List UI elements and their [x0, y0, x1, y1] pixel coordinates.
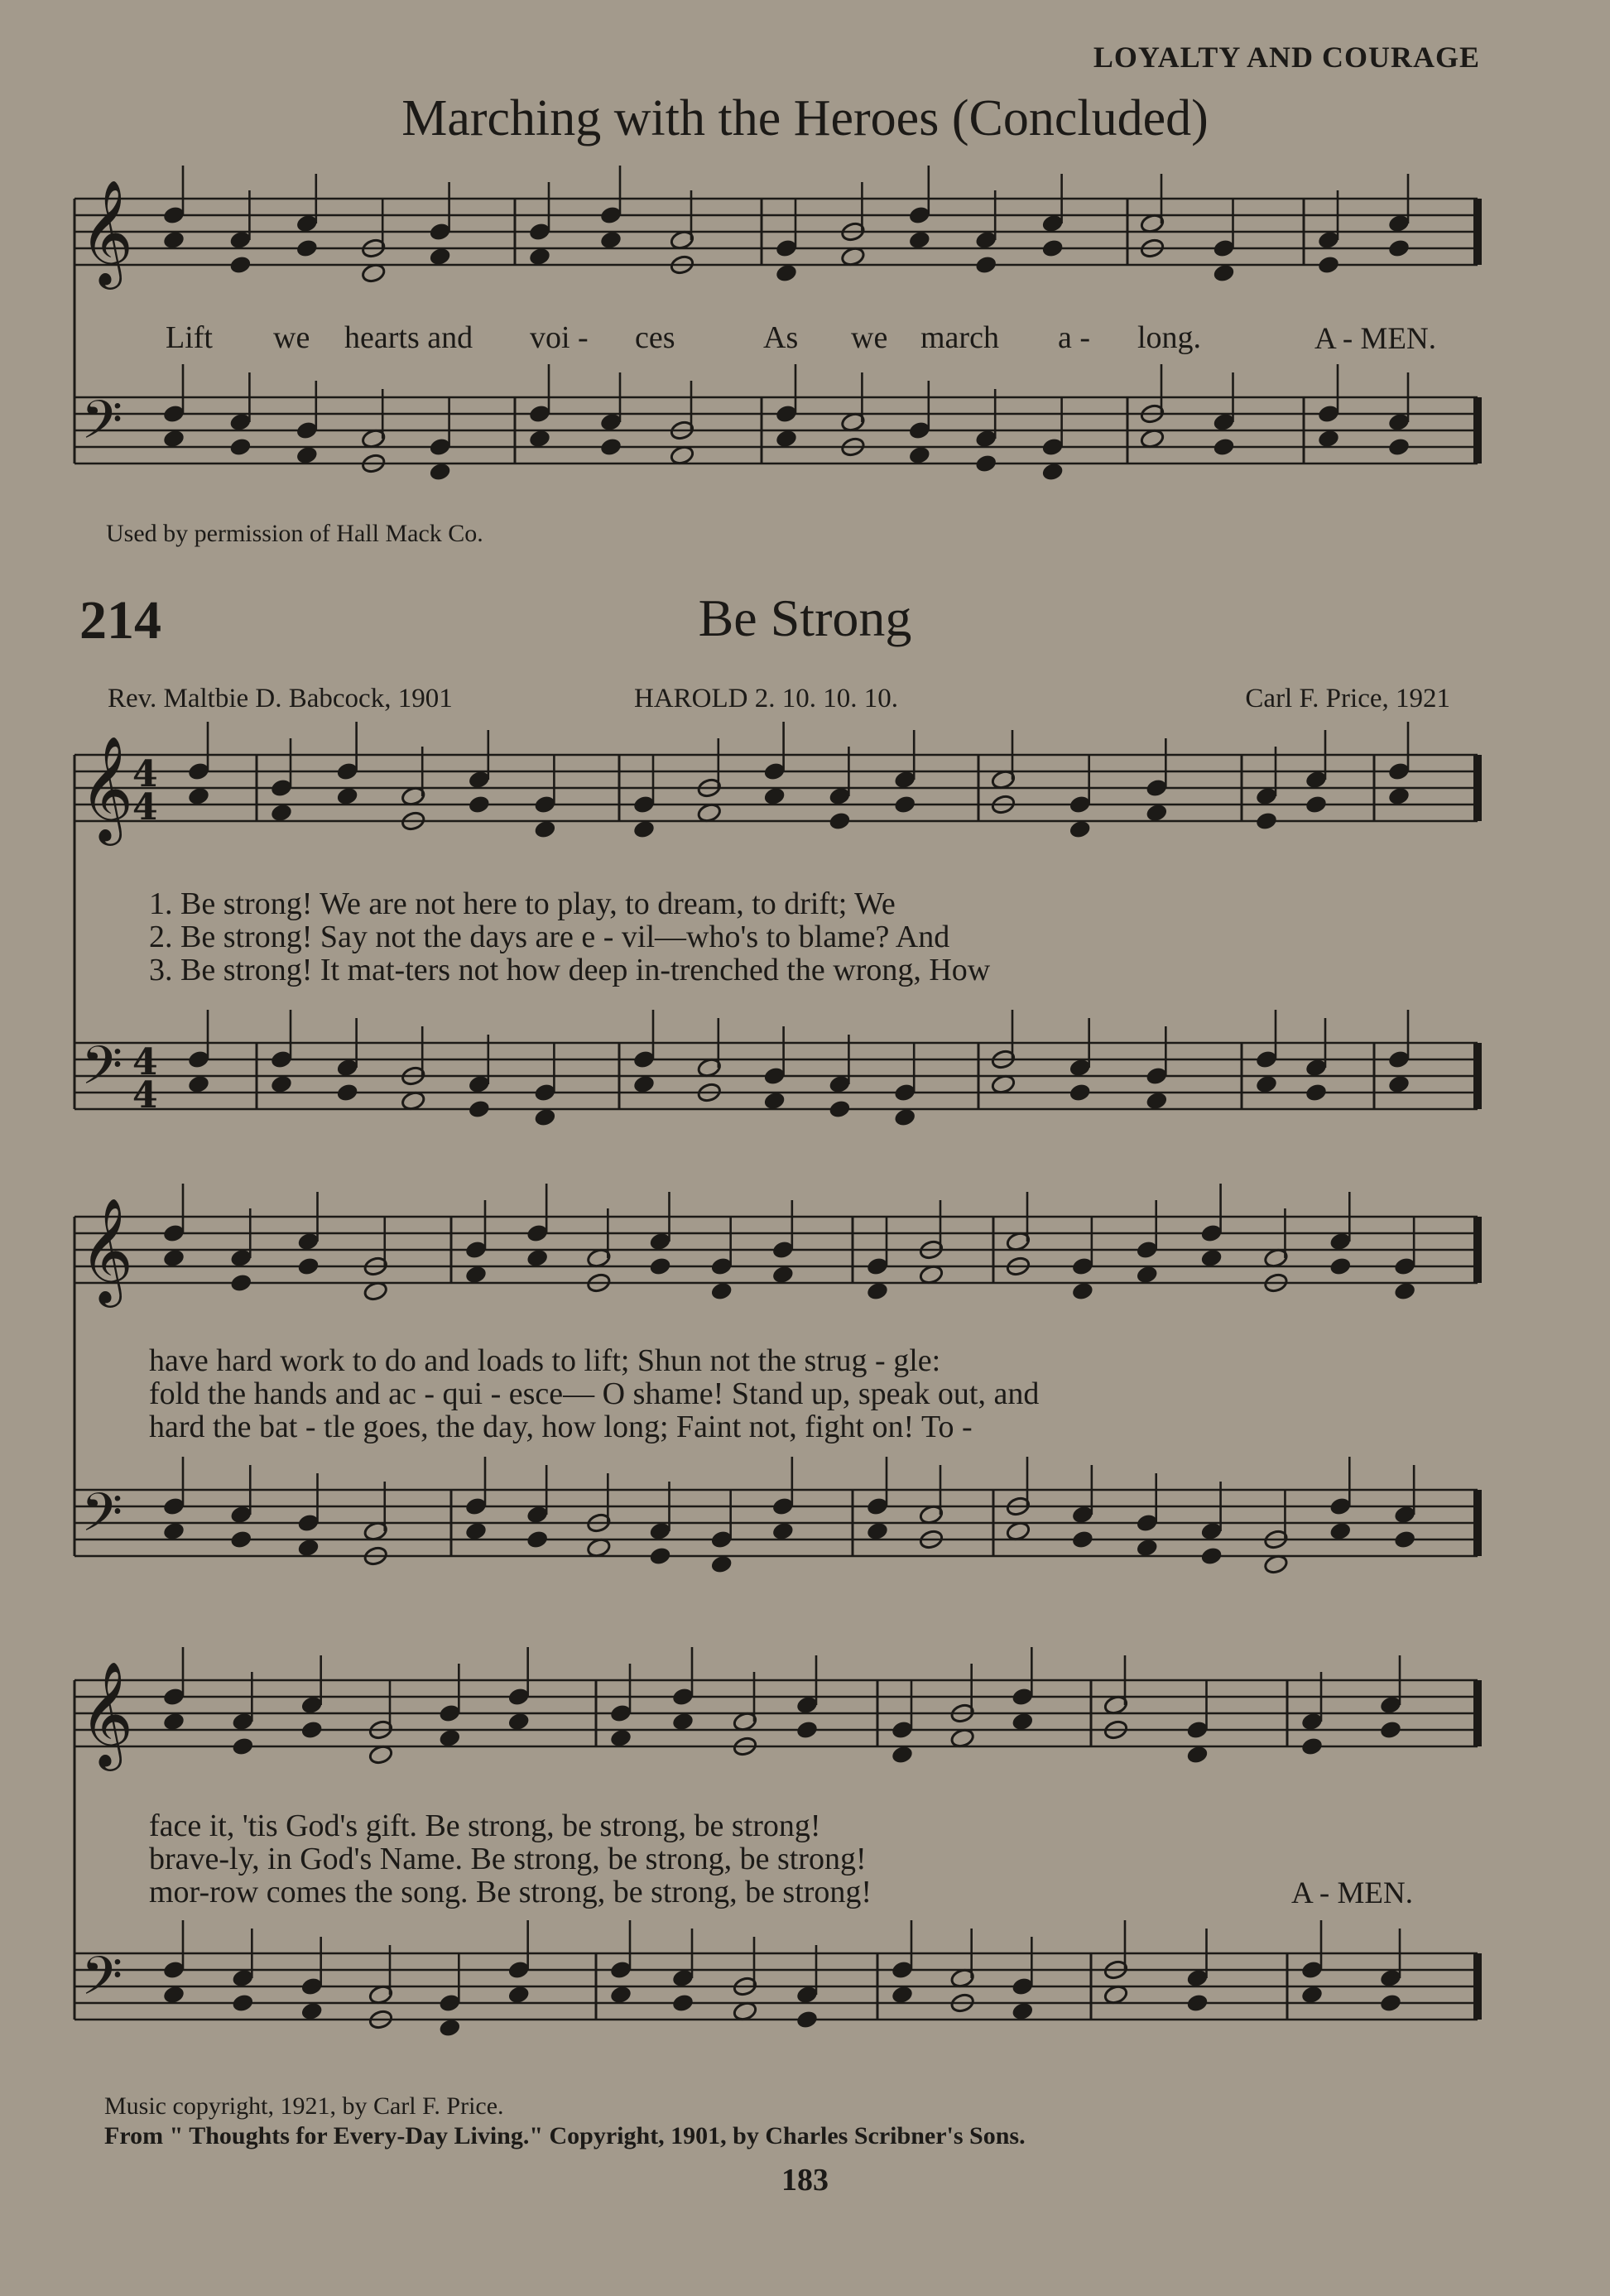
note-head	[428, 461, 452, 482]
verse-1-line-1: 1. Be strong! We are not here to play, to dream, to drift; We	[149, 886, 896, 921]
note-head	[1329, 1256, 1353, 1276]
note-head	[507, 1711, 531, 1732]
note-head	[671, 1711, 695, 1732]
note-head	[467, 794, 491, 814]
note-head	[438, 2017, 462, 2038]
note-head	[296, 1537, 320, 1558]
verse-2-line-1: 2. Be strong! Say not the days are e - vil—who's to blame? And	[149, 920, 950, 954]
treble-clef: 𝄞	[79, 735, 134, 841]
note-head	[1300, 1736, 1324, 1756]
note-head	[1071, 1529, 1095, 1549]
note-head	[428, 246, 452, 267]
note-head	[1011, 2001, 1035, 2021]
verse-2-line-2: fold the hands and ac - qui - esce— O shame! Stand up, speak out, and	[149, 1376, 1040, 1411]
note-head	[762, 1090, 786, 1111]
note-head	[335, 785, 359, 806]
lyric-word: long.	[1137, 320, 1202, 355]
note-head	[162, 1984, 186, 2005]
note-head	[648, 1545, 672, 1566]
note-head	[1329, 1520, 1353, 1541]
note-head	[828, 1098, 852, 1119]
note-head	[1135, 1264, 1159, 1285]
note-head	[1387, 785, 1411, 806]
note-head	[1135, 1537, 1159, 1558]
note-head	[467, 1098, 491, 1119]
note-head	[187, 1074, 211, 1094]
note-head	[229, 1529, 253, 1549]
note-head	[228, 436, 252, 457]
note-head	[1317, 254, 1341, 275]
lyric-word: we	[851, 320, 888, 355]
note-head	[229, 1272, 253, 1293]
note-head	[162, 1711, 186, 1732]
note-head	[533, 1107, 557, 1127]
note-head	[296, 1256, 320, 1276]
note-head	[1145, 1090, 1169, 1111]
verse-2-line-3: brave-ly, in God's Name. Be strong, be strong, be strong!	[149, 1842, 867, 1876]
note-head	[632, 819, 656, 839]
time-signature: 4	[132, 786, 158, 829]
note-head	[1393, 1529, 1417, 1549]
system-3-treble	[74, 1680, 1478, 1746]
note-head	[1317, 428, 1341, 449]
note-head	[893, 1107, 917, 1127]
lyric-word: we	[273, 320, 310, 355]
hymn-tune: HAROLD 2. 10. 10. 10.	[634, 684, 898, 713]
continued-system-bass	[74, 397, 1478, 464]
note-head	[648, 1256, 672, 1276]
note-head	[1185, 1992, 1209, 2013]
note-head	[1255, 810, 1279, 831]
hymn-title: Be Strong	[698, 588, 912, 647]
note-head	[533, 819, 557, 839]
bass-clef: 𝄢	[81, 1482, 123, 1557]
note-head	[893, 794, 917, 814]
verse-1-line-3: face it, 'tis God's gift. Be strong, be strong, be strong!	[149, 1808, 821, 1843]
note-head	[671, 1992, 695, 2013]
note-head	[891, 1984, 915, 2005]
note-head	[162, 1520, 186, 1541]
bass-clef: 𝄢	[81, 1035, 123, 1110]
treble-clef: 𝄞	[79, 1660, 134, 1766]
note-head	[270, 802, 294, 823]
note-head	[295, 444, 319, 465]
note-head	[1387, 436, 1411, 457]
time-signature: 4	[132, 753, 158, 795]
bass-clef: 𝄢	[81, 390, 123, 464]
amen-text: A - MEN.	[1291, 1876, 1413, 1910]
note-head	[775, 262, 799, 283]
note-head	[1305, 1082, 1329, 1102]
note-head	[1255, 1074, 1279, 1094]
lyric-word: voi -	[530, 320, 589, 355]
verse-1-line-2: have hard work to do and loads to lift; Shun not the strug - gle:	[149, 1343, 941, 1378]
note-head	[1071, 1280, 1095, 1301]
verse-3-line-3: mor-row comes the song. Be strong, be strong, be strong!	[149, 1875, 872, 1909]
note-head	[300, 1719, 324, 1740]
note-head	[974, 254, 998, 275]
note-head	[526, 1247, 550, 1268]
note-head	[1011, 1711, 1035, 1732]
note-head	[1387, 1074, 1411, 1094]
note-head	[762, 785, 786, 806]
bass-clef: 𝄢	[81, 1946, 123, 2020]
note-head	[1040, 238, 1065, 258]
note-head	[1145, 802, 1169, 823]
permission-note: Used by permission of Hall Mack Co.	[106, 520, 483, 547]
note-head	[526, 1529, 550, 1549]
note-head	[771, 1264, 795, 1285]
note-head	[438, 1727, 462, 1748]
note-head	[599, 229, 623, 250]
time-signature: 4	[132, 1074, 158, 1117]
note-head	[162, 428, 186, 449]
lyric-word: a -	[1058, 320, 1091, 355]
note-head	[1379, 1719, 1403, 1740]
music-copyright: Music copyright, 1921, by Carl F. Price.	[104, 2092, 504, 2120]
note-head	[974, 453, 998, 473]
hymn-composer: Carl F. Price, 1921	[1245, 684, 1450, 713]
note-head	[907, 229, 931, 250]
note-head	[1040, 461, 1065, 482]
note-head	[295, 238, 319, 258]
text-copyright: From " Thoughts for Every-Day Living." Copyright, 1901, by Charles Scribner's Sons.	[104, 2122, 1026, 2149]
note-head	[1379, 1992, 1403, 2013]
treble-clef: 𝄞	[79, 179, 134, 285]
lyric-word: As	[763, 320, 799, 355]
note-head	[1305, 794, 1329, 814]
note-head	[609, 1727, 633, 1748]
note-head	[335, 1082, 359, 1102]
note-head	[162, 229, 186, 250]
note-head	[1185, 1744, 1209, 1765]
note-head	[866, 1520, 890, 1541]
system-3-bass	[74, 1953, 1478, 2020]
note-head	[709, 1280, 733, 1301]
note-head	[464, 1264, 488, 1285]
note-head	[464, 1520, 488, 1541]
note-head	[1300, 1984, 1324, 2005]
note-head	[187, 785, 211, 806]
note-head	[891, 1744, 915, 1765]
note-head	[599, 436, 623, 457]
continued-system-treble	[74, 199, 1478, 265]
note-head	[907, 444, 931, 465]
note-head	[1387, 238, 1411, 258]
note-head	[528, 246, 552, 267]
time-signature: 4	[132, 1041, 158, 1083]
note-head	[1068, 1082, 1092, 1102]
note-head	[1212, 436, 1236, 457]
verse-3-line-2: hard the bat - tle goes, the day, how long; Faint not, fight on! To -	[149, 1410, 973, 1444]
note-head	[709, 1554, 733, 1574]
amen-text: A - MEN.	[1314, 322, 1436, 356]
note-head	[866, 1280, 890, 1301]
note-head	[231, 1992, 255, 2013]
note-head	[775, 428, 799, 449]
note-head	[828, 810, 852, 831]
note-head	[300, 2001, 324, 2021]
note-head	[528, 428, 552, 449]
page-number: 183	[781, 2163, 829, 2198]
lyric-word: march	[920, 320, 999, 355]
continued-hymn-title: Marching with the Heroes (Concluded)	[401, 90, 1209, 147]
note-head	[270, 1074, 294, 1094]
note-head	[1199, 1247, 1223, 1268]
lyric-word: hearts and	[344, 320, 473, 355]
section-heading: LOYALTY AND COURAGE	[1093, 41, 1480, 74]
note-head	[162, 1247, 186, 1268]
treble-clef: 𝄞	[79, 1197, 134, 1303]
note-head	[507, 1984, 531, 2005]
hymn-number: 214	[79, 590, 161, 651]
note-head	[1068, 819, 1092, 839]
note-head	[228, 254, 252, 275]
note-head	[1393, 1280, 1417, 1301]
note-head	[1199, 1545, 1223, 1566]
hymn-author: Rev. Maltbie D. Babcock, 1901	[108, 684, 453, 713]
lyric-word: ces	[635, 320, 675, 355]
lyric-word: Lift	[166, 320, 213, 355]
note-head	[795, 1719, 819, 1740]
verse-3-line-1: 3. Be strong! It mat-ters not how deep in-trenched the wrong, How	[149, 953, 991, 987]
note-head	[231, 1736, 255, 1756]
note-head	[771, 1520, 795, 1541]
note-head	[795, 2009, 819, 2029]
note-head	[1212, 262, 1236, 283]
note-head	[632, 1074, 656, 1094]
note-head	[609, 1984, 633, 2005]
